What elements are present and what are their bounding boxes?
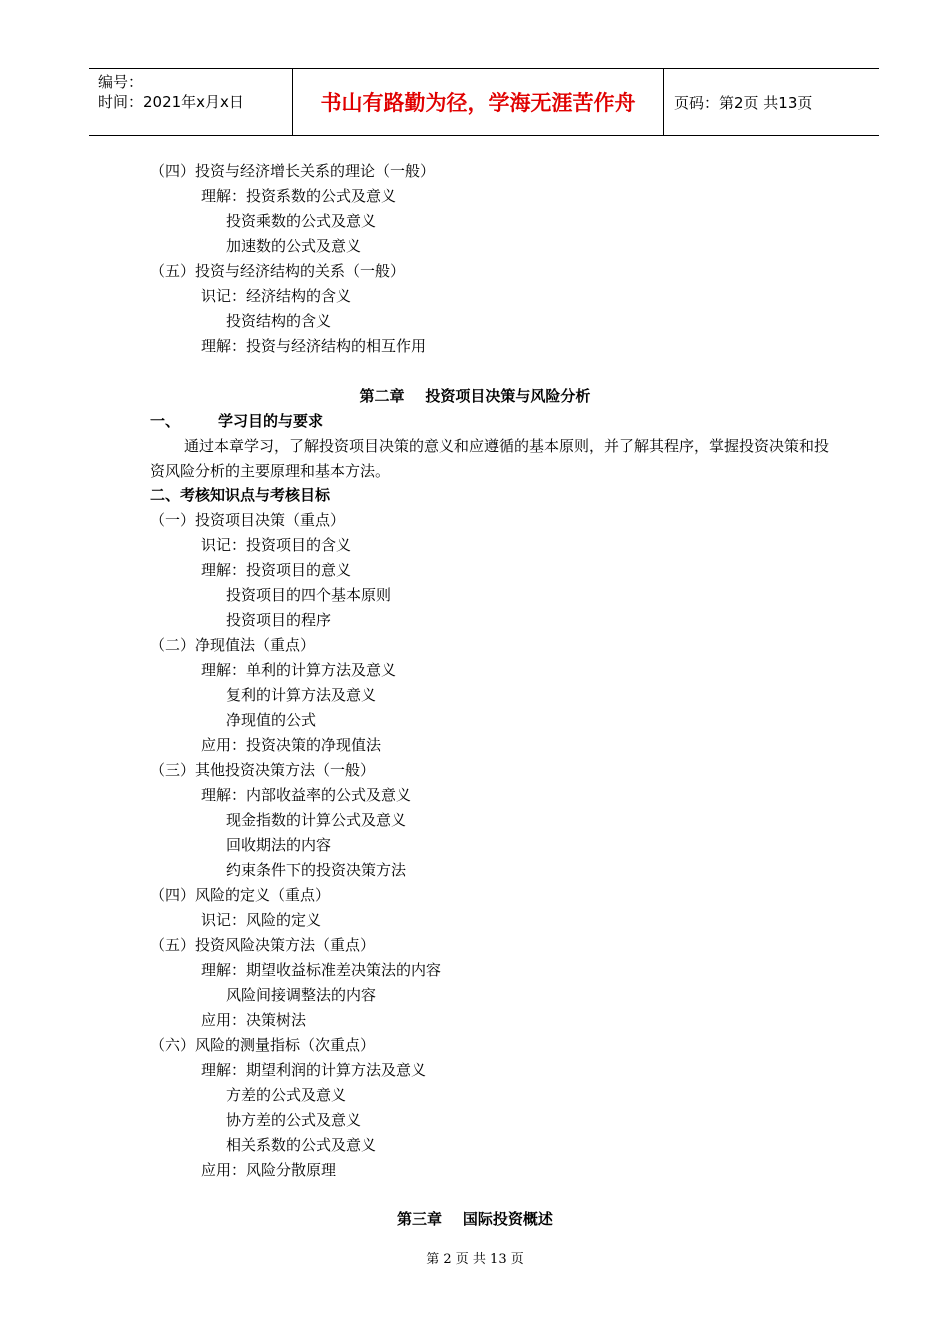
- page-footer: 第 2 页 共 13 页: [426, 1252, 524, 1267]
- outline-item: 理解：投资项目的意义: [201, 561, 352, 579]
- chapter-title: 第三章 国际投资概述: [397, 1210, 553, 1228]
- outline-item: 理解：单利的计算方法及意义: [201, 661, 397, 679]
- outline-heading: （六）风险的测量指标（次重点）: [150, 1036, 376, 1054]
- outline-heading: （四）投资与经济增长关系的理论（一般）: [150, 162, 436, 180]
- outline-item: 协方差的公式及意义: [226, 1111, 362, 1129]
- outline-item: 投资结构的含义: [226, 312, 332, 330]
- outline-item: 识记：投资项目的含义: [201, 536, 352, 554]
- outline-item: 风险间接调整法的内容: [226, 986, 377, 1004]
- section-title: 学习目的与要求: [218, 412, 324, 430]
- header-page-number: 页码：第2页 共13页: [674, 93, 813, 112]
- outline-item: 理解：投资系数的公式及意义: [201, 187, 397, 205]
- outline-item: 投资乘数的公式及意义: [226, 212, 377, 230]
- outline-item: 方差的公式及意义: [226, 1086, 347, 1104]
- outline-heading: （三）其他投资决策方法（一般）: [150, 761, 376, 779]
- outline-heading: （一）投资项目决策（重点）: [150, 511, 346, 529]
- outline-item: 现金指数的计算公式及意义: [226, 811, 407, 829]
- outline-item: 投资项目的程序: [226, 611, 332, 629]
- outline-item: 理解：期望利润的计算方法及意义: [201, 1061, 427, 1079]
- outline-item: 应用：投资决策的净现值法: [201, 736, 382, 754]
- outline-heading: （四）风险的定义（重点）: [150, 886, 331, 904]
- chapter-title: 第二章 投资项目决策与风险分析: [359, 387, 591, 405]
- outline-item: 加速数的公式及意义: [226, 237, 362, 255]
- outline-item: 应用：风险分散原理: [201, 1161, 337, 1179]
- outline-item: 约束条件下的投资决策方法: [226, 861, 407, 879]
- outline-item: 理解：期望收益标准差决策法的内容: [201, 961, 442, 979]
- outline-item: 应用：决策树法: [201, 1011, 307, 1029]
- outline-item: 回收期法的内容: [226, 836, 332, 854]
- outline-heading: （五）投资风险决策方法（重点）: [150, 936, 376, 954]
- outline-item: 净现值的公式: [226, 711, 317, 729]
- outline-item: 相关系数的公式及意义: [226, 1136, 377, 1154]
- page-header: [89, 68, 879, 136]
- number-label: 编号：: [98, 73, 144, 91]
- outline-item: 理解：内部收益率的公式及意义: [201, 786, 412, 804]
- outline-item: 识记：风险的定义: [201, 911, 322, 929]
- outline-heading: （五）投资与经济结构的关系（一般）: [150, 262, 406, 280]
- time-label: 时间：2021年x月x日: [98, 93, 244, 111]
- outline-heading: （二）净现值法（重点）: [150, 636, 316, 654]
- header-meta: [89, 69, 292, 135]
- outline-item: 投资项目的四个基本原则: [226, 586, 392, 604]
- outline-item: 复利的计算方法及意义: [226, 686, 377, 704]
- intro-paragraph: 通过本章学习，了解投资项目决策的意义和应遵循的基本原则，并了解其程序，掌握投资决策和投资风险分析的主要原理和基本方法。: [150, 437, 830, 480]
- header-slogan: 书山有路勤为径，学海无涯苦作舟: [292, 69, 664, 135]
- outline-item: 理解：投资与经济结构的相互作用: [201, 337, 427, 355]
- section-title: 二、考核知识点与考核目标: [150, 486, 331, 504]
- outline-item: 识记：经济结构的含义: [201, 287, 352, 305]
- section-number: 一、: [150, 412, 181, 430]
